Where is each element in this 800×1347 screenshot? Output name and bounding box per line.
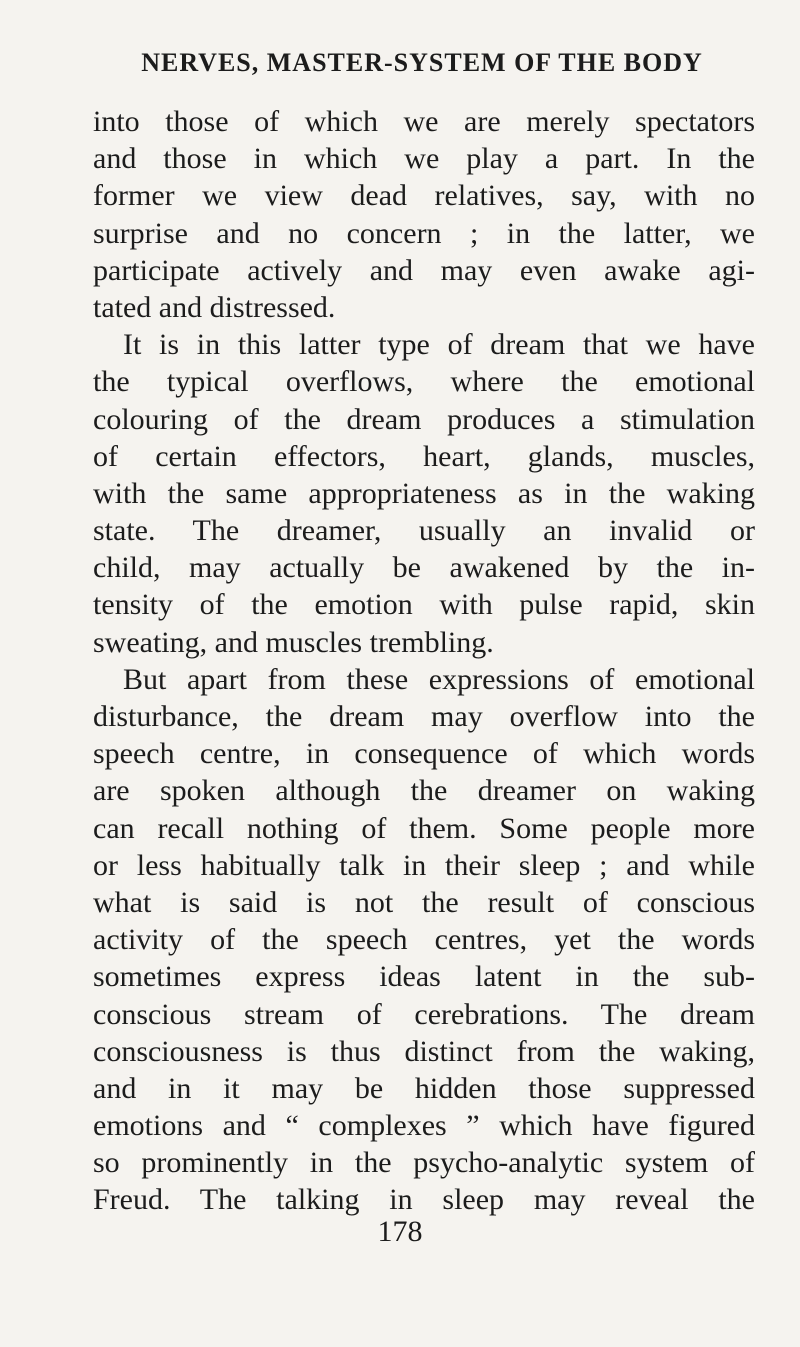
text-line: conscious stream of cerebrations. The dream [93,997,755,1031]
text-line: disturbance, the dream may overflow into the [93,700,755,733]
text-line: emotions and “ complexes ” which have figured [93,1109,755,1143]
text-line: former we view dead relatives, say, with no [93,179,755,213]
text-line: activity of the speech centres, yet the words [93,923,755,957]
text-line: state. The dreamer, usually an invalid or [93,514,755,548]
text-line: sometimes express ideas latent in the sub- [93,960,755,994]
text-line: with the same appropriateness as in the waking [93,476,755,510]
running-head: NERVES, MASTER-SYSTEM OF THE BODY [141,48,703,77]
text-line: tensity of the emotion with pulse rapid, skin [93,588,755,622]
text-line: sweating, and muscles trembling. [93,625,494,659]
text-line: what is said is not the result of conscious [93,885,755,919]
text-line: of certain effectors, heart, glands, muscles, [93,439,755,473]
text-line: consciousness is thus distinct from the waking, [93,1034,755,1068]
text-line: child, may actually be awakened by the in- [93,551,755,585]
text-line: and those in which we play a part. In the [93,142,755,176]
text-line: surprise and no concern ; in the latter, we [93,216,755,250]
body-text [93,103,755,1219]
text-line: colouring of the dream produces a stimulation [93,402,755,436]
text-line: It is in this latter type of dream that we have [123,328,755,362]
text-line: so prominently in the psycho-analytic system of [93,1146,755,1180]
text-line: into those of which we are merely spectators [93,105,755,138]
text-line: can recall nothing of them. Some people more [93,811,755,845]
text-line: But apart from these expressions of emotional [123,662,755,696]
text-line: tated and distressed. [93,290,336,324]
text-line: Freud. The talking in sleep may reveal the [93,1183,755,1217]
text-line: are spoken although the dreamer on waking [93,774,755,808]
text-line: speech centre, in consequence of which words [93,737,755,771]
text-line: participate actively and may even awake agi- [93,253,755,287]
page-number: 178 [377,1215,423,1248]
text-line: or less habitually talk in their sleep ; and while [93,848,755,882]
text-line: the typical overflows, where the emotional [93,365,755,399]
text-line: and in it may be hidden those suppressed [93,1071,755,1105]
